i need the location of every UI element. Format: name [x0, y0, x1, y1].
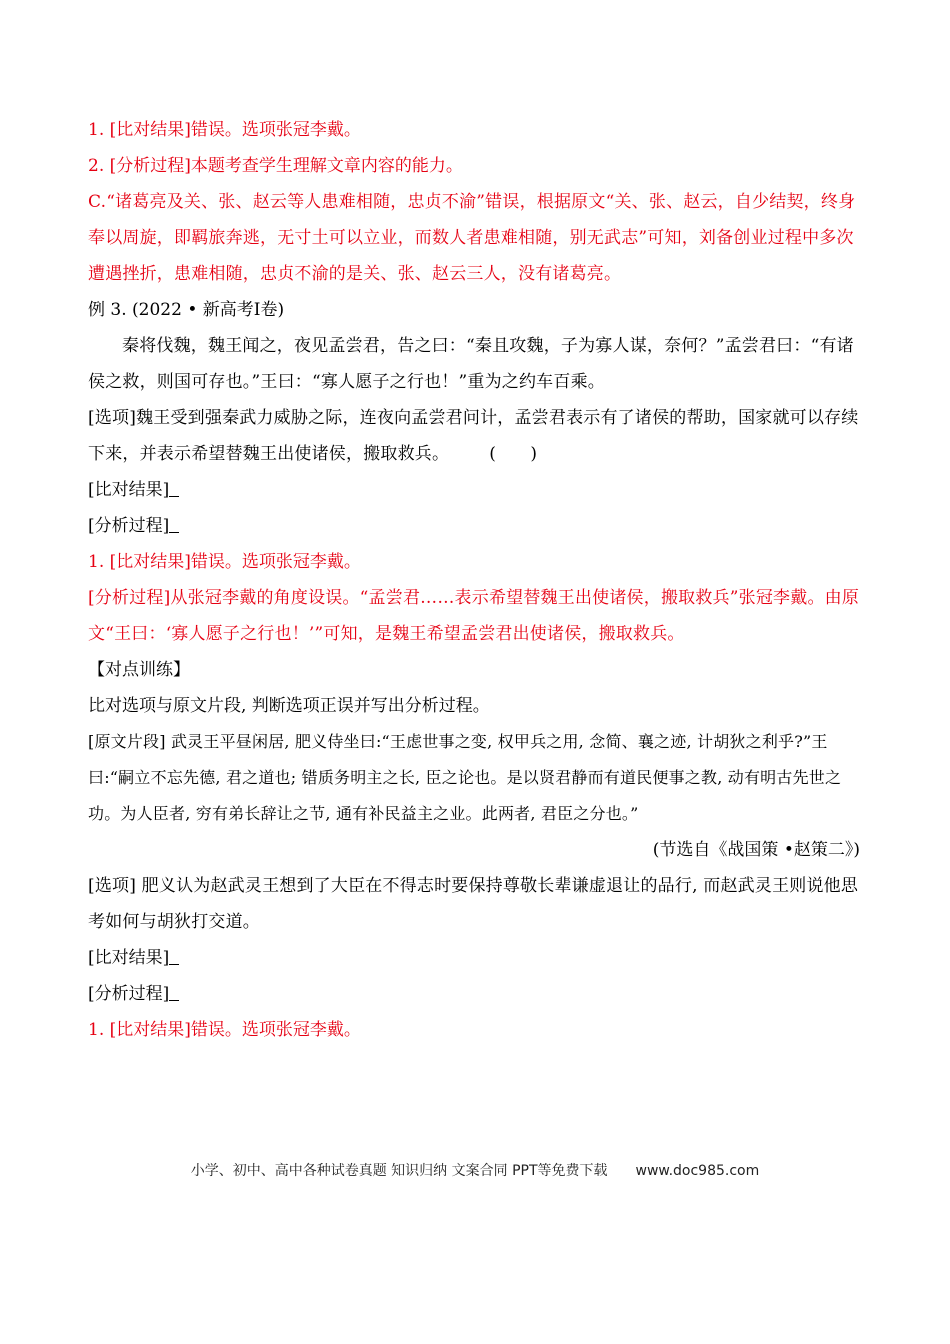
answer-paren: ( )	[489, 444, 538, 464]
option-body: [选项]魏王受到强秦武力威胁之际，连夜向孟尝君问计，孟尝君表示有了诸侯的帮助，国家就可以存续下来，并表示希望替魏王出使诸侯，搬取救兵。	[88, 408, 859, 464]
practice-compare-result	[88, 940, 860, 976]
practice-option: [选项] 肥义认为赵武灵王想到了大臣在不得志时要保持尊敬长辈谦虚退让的品行, 而赵武灵王则说他思考如何与胡狄打交道。	[88, 876, 859, 932]
practice-heading: 【对点训练】	[88, 660, 190, 680]
page-footer	[0, 1160, 950, 1180]
footer-text: 小学、初中、高中各种试卷真题 知识归纳 文案合同 PPT等免费下载	[190, 1163, 608, 1179]
answer-result-example: 1. [比对结果]错误。选项张冠李戴。	[88, 552, 361, 572]
compare-result-label	[88, 472, 860, 508]
analysis-blank[interactable]	[169, 516, 179, 533]
practice-compare-blank[interactable]	[169, 948, 179, 965]
answer-result-1: 1. [比对结果]错误。选项张冠李戴。	[88, 120, 361, 140]
compare-result-blank[interactable]	[169, 480, 179, 497]
answer-analysis-2: 2. [分析过程]本题考查学生理解文章内容的能力。	[88, 156, 463, 176]
practice-source-citation: (节选自《战国策 •赵策二》)	[652, 840, 860, 860]
analysis-label	[88, 508, 860, 544]
example-3-heading: 例 3. (2022 • 新高考Ⅰ卷)	[88, 300, 285, 320]
analysis-text: [分析过程]	[88, 516, 170, 536]
document-body	[88, 112, 860, 1048]
option-text	[88, 400, 860, 472]
practice-source-passage: [原文片段] 武灵王平昼闲居, 肥义侍坐曰:“王虑世事之变, 权甲兵之用, 念简、襄之迹, 计胡狄之利乎?”王曰:“嗣立不忘先德, 君之道也; 错质务明主之长, 臣之论也。是以贤君静而有道民便事之教, 动有明古先世之功。为人臣者, 穷有弟长辞让之节, 通有补民益主之业。此两者, 君臣之分也。”	[88, 732, 842, 823]
practice-analysis-blank[interactable]	[169, 984, 179, 1001]
compare-result-text: [比对结果]	[88, 480, 170, 500]
practice-compare-text: [比对结果]	[88, 948, 170, 968]
footer-link[interactable]: www.doc985.com	[635, 1163, 760, 1179]
practice-answer-result: 1. [比对结果]错误。选项张冠李戴。	[88, 1020, 361, 1040]
answer-analysis-example: [分析过程]从张冠李戴的角度设误。“孟尝君……表示希望替魏王出使诸侯，搬取救兵”张冠李戴。由原文“王曰：‘寡人愿子之行也！’”可知，是魏王希望孟尝君出使诸侯，搬取救兵。	[88, 588, 860, 644]
classical-passage: 秦将伐魏，魏王闻之，夜见孟尝君，告之曰：“秦且攻魏，子为寡人谋，奈何？”孟尝君曰：“有诸侯之救，则国可存也。”王曰：“寡人愿子之行也！”重为之约车百乘。	[88, 336, 854, 392]
practice-analysis	[88, 976, 860, 1012]
practice-instruction: 比对选项与原文片段, 判断选项正误并写出分析过程。	[88, 696, 490, 716]
answer-analysis-c: C.“诸葛亮及关、张、赵云等人患难相随，忠贞不渝”错误，根据原文“关、张、赵云，自少结契，终身奉以周旋，即羁旅奔逃，无寸土可以立业，而数人者患难相随，别无武志”可知，刘备创业过程中多次遭遇挫折，患难相随，忠贞不渝的是关、张、赵云三人，没有诸葛亮。	[88, 192, 856, 284]
practice-analysis-text: [分析过程]	[88, 984, 170, 1004]
